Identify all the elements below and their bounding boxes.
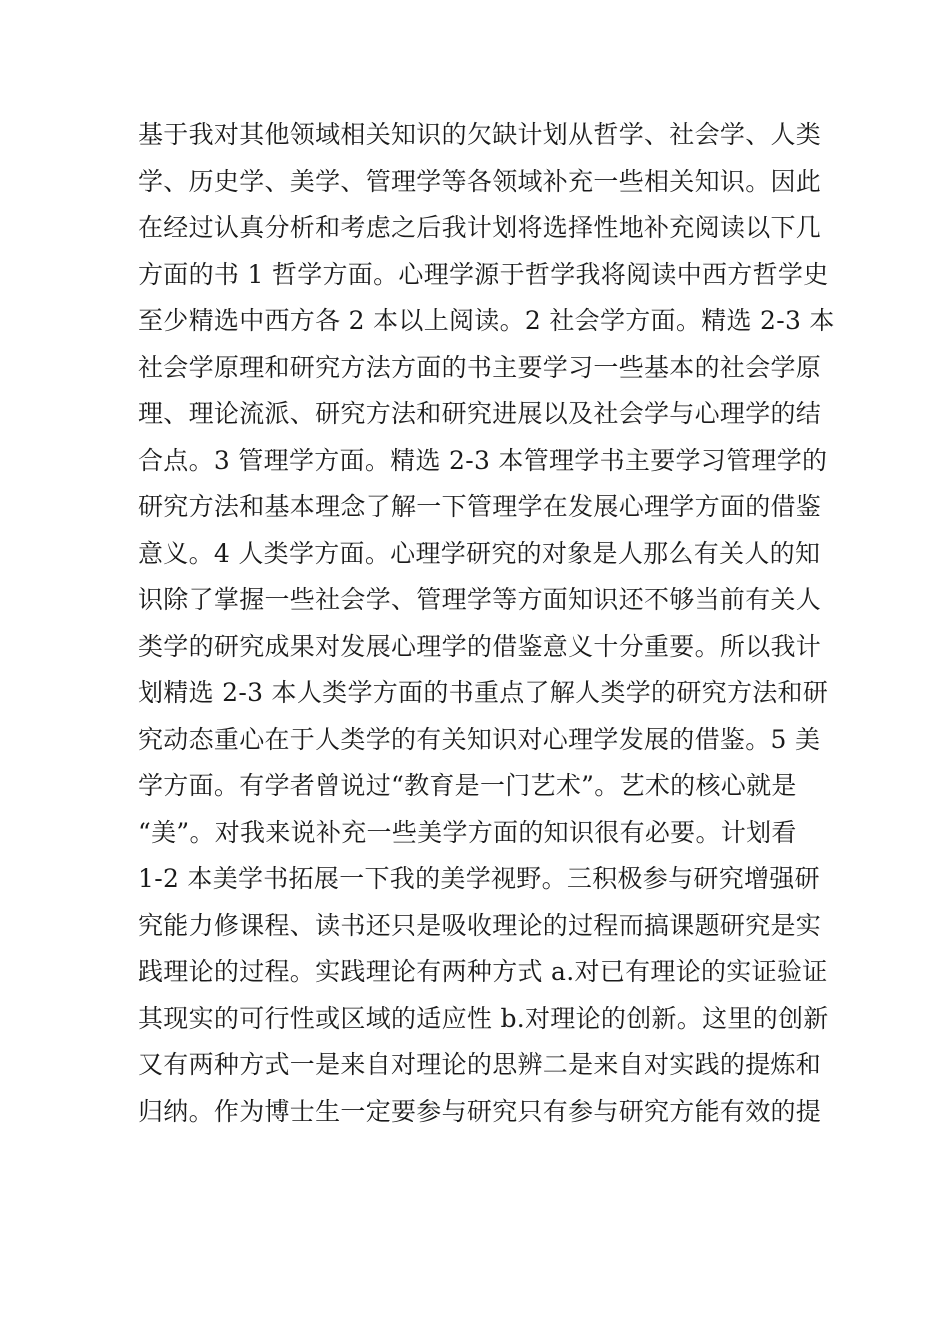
text-line: 类学的研究成果对发展心理学的借鉴意义十分重要。所以我计 (138, 631, 822, 661)
text-line: 研究方法和基本理念了解一下管理学在发展心理学方面的借鉴 (138, 492, 822, 521)
text-line: 学方面。有学者曾说过“教育是一门艺术”。艺术的核心就是 (138, 771, 797, 800)
text-line: 1-2 本美学书拓展一下我的美学视野。三积极参与研究增强研 (138, 864, 820, 893)
text-line: 划精选 2-3 本人类学方面的书重点了解人类学的研究方法和研 (138, 678, 829, 707)
text-line: 归纳。作为博士生一定要参与研究只有参与研究方能有效的提 (138, 1096, 822, 1126)
text-line: 合点。3 管理学方面。精选 2-3 本管理学书主要学习管理学的 (138, 445, 828, 475)
text-line: 社会学原理和研究方法方面的书主要学习一些基本的社会学原 (138, 352, 822, 382)
text-line: 识除了掌握一些社会学、管理学等方面知识还不够当前有关人 (138, 585, 822, 614)
text-line: 基于我对其他领域相关知识的欠缺计划从哲学、社会学、人类 (138, 120, 822, 149)
text-line: 理、理论流派、研究方法和研究进展以及社会学与心理学的结 (138, 399, 822, 428)
body-text (138, 112, 838, 1135)
text-line: 方面的书 1 哲学方面。心理学源于哲学我将阅读中西方哲学史 (138, 259, 829, 289)
text-line: 在经过认真分析和考虑之后我计划将选择性地补充阅读以下几 (138, 213, 822, 242)
text-line: 学、历史学、美学、管理学等各领域补充一些相关知识。因此 (138, 166, 822, 196)
text-line: 又有两种方式一是来自对理论的思辨二是来自对实践的提炼和 (138, 1050, 822, 1079)
text-line: 究动态重心在于人类学的有关知识对心理学发展的借鉴。5 美 (138, 724, 821, 754)
text-line: 究能力修课程、读书还只是吸收理论的过程而搞课题研究是实 (138, 910, 822, 940)
text-line: “美”。对我来说补充一些美学方面的知识很有必要。计划看 (138, 817, 797, 847)
text-line: 践理论的过程。实践理论有两种方式 a.对已有理论的实证验证 (138, 957, 828, 986)
text-line: 其现实的可行性或区域的适应性 b.对理论的创新。这里的创新 (138, 1003, 829, 1033)
text-line: 至少精选中西方各 2 本以上阅读。2 社会学方面。精选 2-3 本 (138, 306, 835, 335)
text-line: 意义。4 人类学方面。心理学研究的对象是人那么有关人的知 (138, 538, 821, 568)
